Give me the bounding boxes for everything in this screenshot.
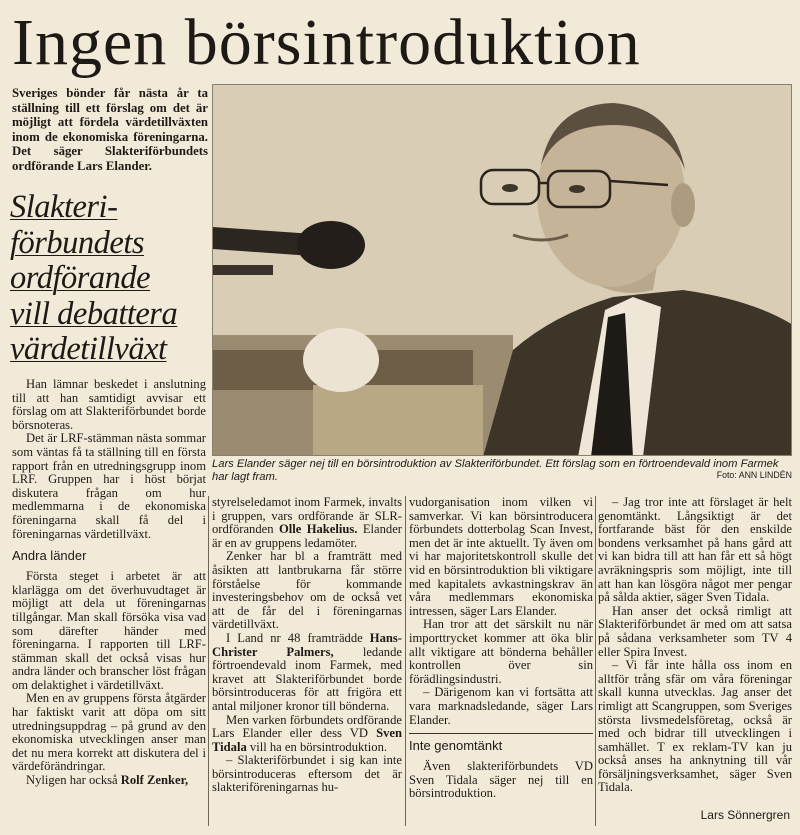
column-1 [12, 378, 206, 788]
name-bold: Hans-Christer Palmers, [212, 630, 402, 659]
paragraph: – Jag tror inte att förslaget är helt genomtänkt. Långsiktigt är det fortfarande bäst för den enskilde bondens verksamhet på hans gård att vi kan bidra till att han får ett så högt avräkningspris som möjligt, inte till att han kan lösgöra något mer pengar på sålda aktier, säger Sven Tidala. [598, 495, 792, 605]
paragraph: vudorganisation inom vilken vi samverkar. Vi kan börsintroducera förbundets dotterbolag Scan Invest, men det är inte aktuellt. Ty även om vi har majoritetskontroll skulle det vid en börsintroduktion bli viktigare med kapitalets avkastningskrav än våra medlemmars ekonomiska intressen, säger Lars Elander. [409, 495, 593, 618]
portrait-illustration [213, 85, 792, 456]
paragraph: – Slakteriförbundet i sig kan inte börsintroduceras eftersom det är slakteriföreningarnas hu- [212, 753, 402, 795]
column-2 [212, 496, 402, 795]
paragraph: Även slakteriförbundets VD Sven Tidala säger nej till en börsintroduktion. [409, 759, 593, 801]
ingress: Sveriges bönder får nästa år ta ställning till ett förslag om det är möjligt att fördela värdetillväxten inom de ekonomiska föreningarna. Det säger Slakteriförbundets ordförande Lars Elander. [12, 86, 208, 173]
byline: Lars Sönnergren [700, 808, 790, 822]
deck-line: Slakteri- [10, 189, 118, 225]
paragraph: Första steget i arbetet är att klarlägga om det överhuvudtaget är möjligt att dela ut föreningarnas tillgångar. Man skall försöka visa vad som därefter händer med föreningarna. I rapporten till LRF-stämman skall det också visas hur andra länder och branscher löst frågan om delaktighet i värdetillväxt. [12, 569, 206, 692]
paragraph: Men en av gruppens första åtgärder har faktiskt varit att döpa om sitt utredningsuppdrag – på grund av den ekonomiska utvecklingen anser man det nu mera korrekt att diskutera del i värdeförändringar. [12, 691, 206, 774]
subheading-inte-genomtankt: Inte genomtänkt [409, 733, 593, 757]
deck-line: vill debattera [10, 295, 178, 332]
paragraph: Han anser det också rimligt att Slakteriförbundet är med om att satsa på sådana verksamheter som TV 4 eller Spira Invest. [598, 603, 792, 659]
photo-caption: Lars Elander säger nej till en börsintroduktion av Slakteriförbundet. Ett förslag som en förtroendevald inom Farmek har lagt fram. [212, 458, 779, 483]
paragraph [12, 774, 206, 788]
column-divider [595, 496, 596, 826]
deck-line: värdetillväxt [10, 331, 167, 367]
text-run: vill ha en börsintroduktion. [246, 739, 388, 754]
paragraph: Det är LRF-stämman nästa sommar som väntas få ta ställning till en första rapport från en utredningsgrupp inom LRF. Gruppen har i höst börjat diskutera frågan om hur medlemmarna i de ekonomiska föreningarna skall få del i föreningarnas värdetillväxt. [12, 431, 206, 541]
text-run: Men varken förbundets ordförande Lars Elander eller dess VD [212, 712, 402, 741]
name-bold: Sven Tidala [212, 726, 402, 754]
text-run: Elander är en av gruppens ledamöter. [212, 522, 402, 550]
deck-heading [10, 190, 210, 368]
paragraph [212, 632, 402, 714]
paragraph: Han lämnar beskedet i anslutning till att han samtidigt avvisar ett förslag om att Slakteriförbundet borde börsnoteras. [12, 377, 206, 432]
column-3 [409, 496, 593, 801]
paragraph [212, 496, 402, 550]
text-run: Nyligen har också [26, 773, 121, 788]
column-divider [405, 496, 406, 826]
photo-lars-elander [212, 84, 792, 456]
paragraph: – Vi får inte hålla oss inom en alltför trång sfär om våra föreningar skall kunna utvecklas. Jag anser det rimligt att Scangruppen, som Sveriges största livsmedelsföretag, också är med och bidrar till utvecklingen i samhället. T ex reklam-TV kan ju också anses ha anknytning till vår försäljningsverksamhet, säger Sven Tidala. [598, 658, 792, 795]
text-run: ledande förtroendevald inom Farmek, med kravet att Slakteriförbundet borde börsintroduceras för att frigöra ett antal miljoner kronor till bönderna. [212, 644, 402, 713]
paragraph: Han tror att det särskilt nu när importtrycket kommer att öka blir allt viktigare att bönderna behåller kontrollen över sin förädlingsindustri. [409, 617, 593, 686]
paragraph: Zenker har bl a framträtt med åsikten att lantbrukarna får större förståelse för kommande investeringsbehov om de också vet att de får del i föreningarnas värdetillväxt. [212, 549, 402, 632]
text-run: styrelseledamot inom Farmek, invalts i gruppen, vars ordförande är SLR-ordföranden [212, 495, 402, 537]
name-bold: Rolf Zenker, [120, 773, 189, 788]
headline: Ingen börsintroduktion [12, 6, 641, 79]
subheading-andra-lander: Andra länder [12, 548, 87, 564]
column-4 [598, 496, 792, 795]
deck-line: ordförande [10, 260, 151, 296]
column-divider [208, 496, 209, 826]
deck-line: förbundets [10, 224, 145, 261]
photo-credit: Foto: ANN LINDÉN [716, 470, 792, 480]
paragraph [212, 714, 402, 755]
name-bold: Olle Hakelius. [278, 522, 358, 537]
paragraph: – Därigenom kan vi fortsätta att vara marknadsledande, säger Lars Elander. [409, 685, 593, 727]
text-run: I Land nr 48 framträdde [226, 630, 370, 645]
